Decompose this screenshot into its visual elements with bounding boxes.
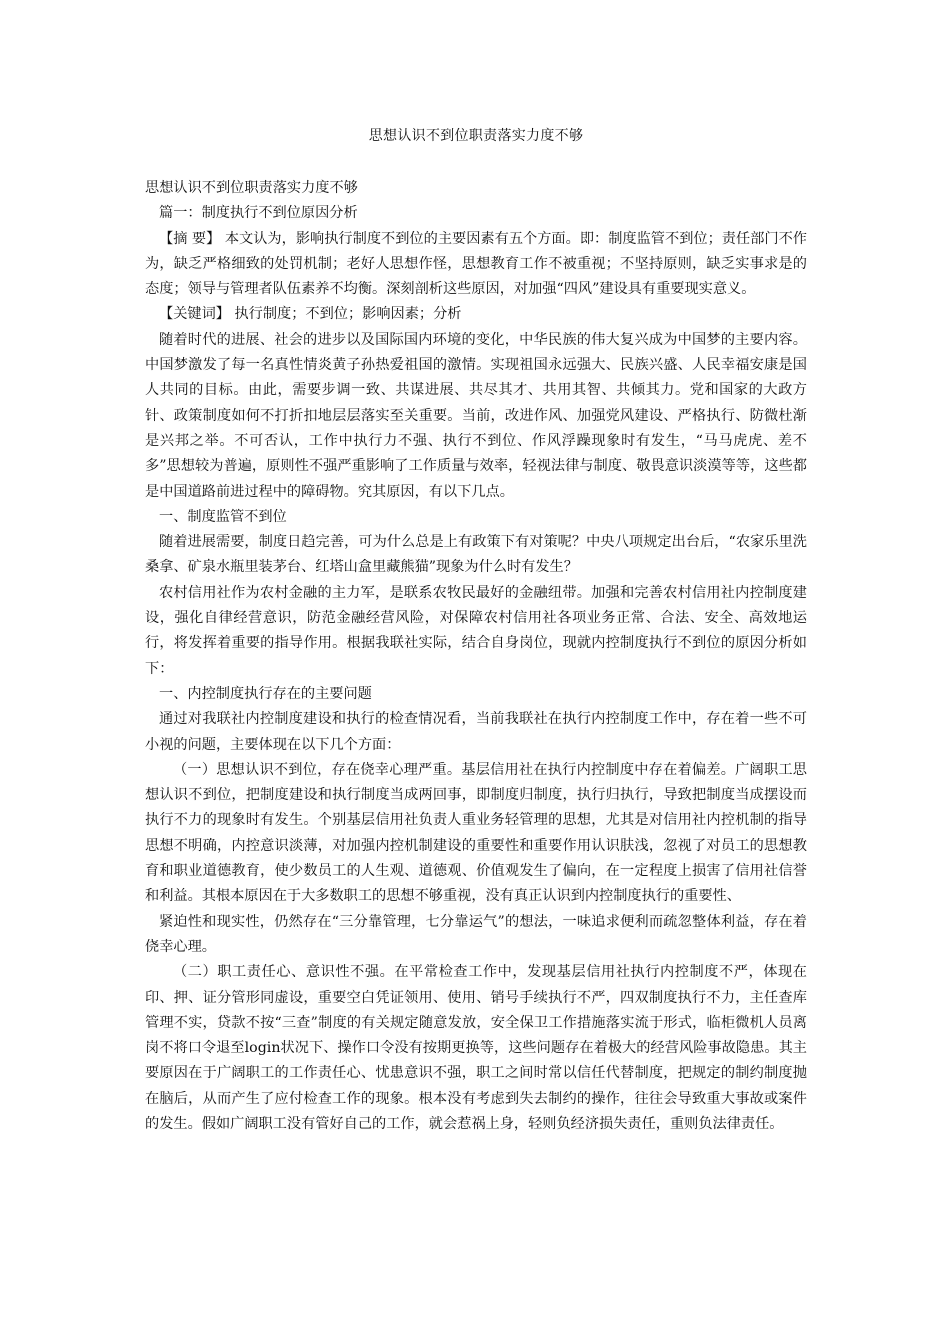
body-paragraph: 农村信用社作为农村金融的主力军，是联系农牧民最好的金融纽带。加强和完善农村信用社内控制度建设，强化自律经营意识，防范金融经营风险，对保障农村信用社各项业务正常、合法、安全、高效地运行，将发挥着重要的指导作用。根据我联社实际，结合自身岗位，现就内控制度执行不到位的原因分析如下： (145, 584, 807, 677)
body-paragraph: 随着时代的进展、社会的进步以及国际国内环境的变化，中华民族的伟大复兴成为中国梦的主要内容。中国梦激发了每一名真性情炎黄子孙热爱祖国的激情。实现祖国永远强大、民族兴盛、人民幸福安康是国人共同的目标。由此，需要步调一致、共谋进展、共尽其才、共用其智、共倾其力。党和国家的大政方针、政策制度如何不打折扣地层层落实至关重要。当前，改进作风、加强党风建设、严格执行、防微杜渐是兴邦之举。不可否认，工作中执行力不强、执行不到位、作风浮躁现象时有发生，“马马虎虎、差不多”思想较为普遍，原则性不强严重影响了工作质量与效率，轻视法律与制度、敬畏意识淡漠等等，这些都是中国道路前进过程中的障碍物。究其原因，有以下几点。 (145, 331, 807, 500)
body-paragraph: 篇一：制度执行不到位原因分析 (159, 205, 358, 222)
body-paragraph: 【摘 要】 本文认为，影响执行制度不到位的主要因素有五个方面。即：制度监管不到位；责任部门不作为，缺乏严格细致的处罚机制；老好人思想作怪，思想教育工作不被重视；不坚持原则，缺乏实事求是的态度；领导与管理者队伍素养不均衡。深刻剖析这些原因，对加强“四风”建设具有重要现实意义。 (145, 230, 807, 298)
body-paragraph: （一）思想认识不到位，存在侥幸心理严重。基层信用社在执行内控制度中存在着偏差。广阔职工思想认识不到位，把制度建设和执行制度当成两回事，即制度归制度，执行归执行，导致把制度当成摆设而执行不力的现象时有发生。个别基层信用社负责人重业务轻管理的思想，尤其是对信用社内控机制的指导思想不明确，内控意识淡薄，对加强内控机制建设的重要性和重要作用认识肤浅，忽视了对员工的思想教育和职业道德教育，使少数员工的人生观、道德观、价值观发生了偏向，在一定程度上损害了信用社信誉和利益。其根本原因在于大多数职工的思想不够重视，没有真正认识到内控制度执行的重要性、 (145, 761, 807, 905)
body-paragraph: （二）职工责任心、意识性不强。在平常检查工作中，发现基层信用社执行内控制度不严，体现在印、押、证分管形同虚设，重要空白凭证领用、使用、销号手续执行不严，四双制度执行不力，主任查库管理不实，贷款不按“三查”制度的有关规定随意发放，安全保卫工作措施落实流于形式，临柜微机人员离岗不将口令退至login状况下、操作口令没有按期更换等，这些问题存在着极大的经营风险事故隐患。其主要原因在于广阔职工的工作责任心、忧患意识不强，职工之间时常以信任代替制度，把规定的制约制度抛在脑后，从而产生了应付检查工作的现象。根本没有考虑到失去制约的操作，往往会导致重大事故或案件的发生。假如广阔职工没有管好自己的工作，就会惹祸上身，轻则负经济损失责任，重则负法律责任。 (145, 964, 807, 1132)
body-paragraph: 一、制度监管不到位 (159, 508, 287, 525)
body-paragraph: 一、内控制度执行存在的主要问题 (159, 685, 372, 702)
document-body (145, 176, 807, 1137)
body-paragraph: 通过对我联社内控制度建设和执行的检查情况看，当前我联社在执行内控制度工作中，存在着一些不可小视的问题，主要体现在以下几个方面： (145, 711, 807, 753)
body-paragraph: 随着进展需要，制度日趋完善，可为什么总是上有政策下有对策呢？中央八项规定出台后，“农家乐里洗桑拿、矿泉水瓶里装茅台、红塔山盒里藏熊猫”现象为什么时有发生？ (145, 534, 807, 576)
document-page (145, 0, 807, 1344)
body-paragraph: 紧迫性和现实性，仍然存在“三分靠管理，七分靠运气”的想法，一味追求便利而疏忽整体利益，存在着侥幸心理。 (145, 913, 807, 955)
body-paragraph: 【关键词】 执行制度；不到位；影响因素；分析 (159, 306, 462, 323)
document-title: 思想认识不到位职责落实力度不够 (368, 128, 584, 144)
body-paragraph: 思想认识不到位职责落实力度不够 (145, 180, 358, 196)
